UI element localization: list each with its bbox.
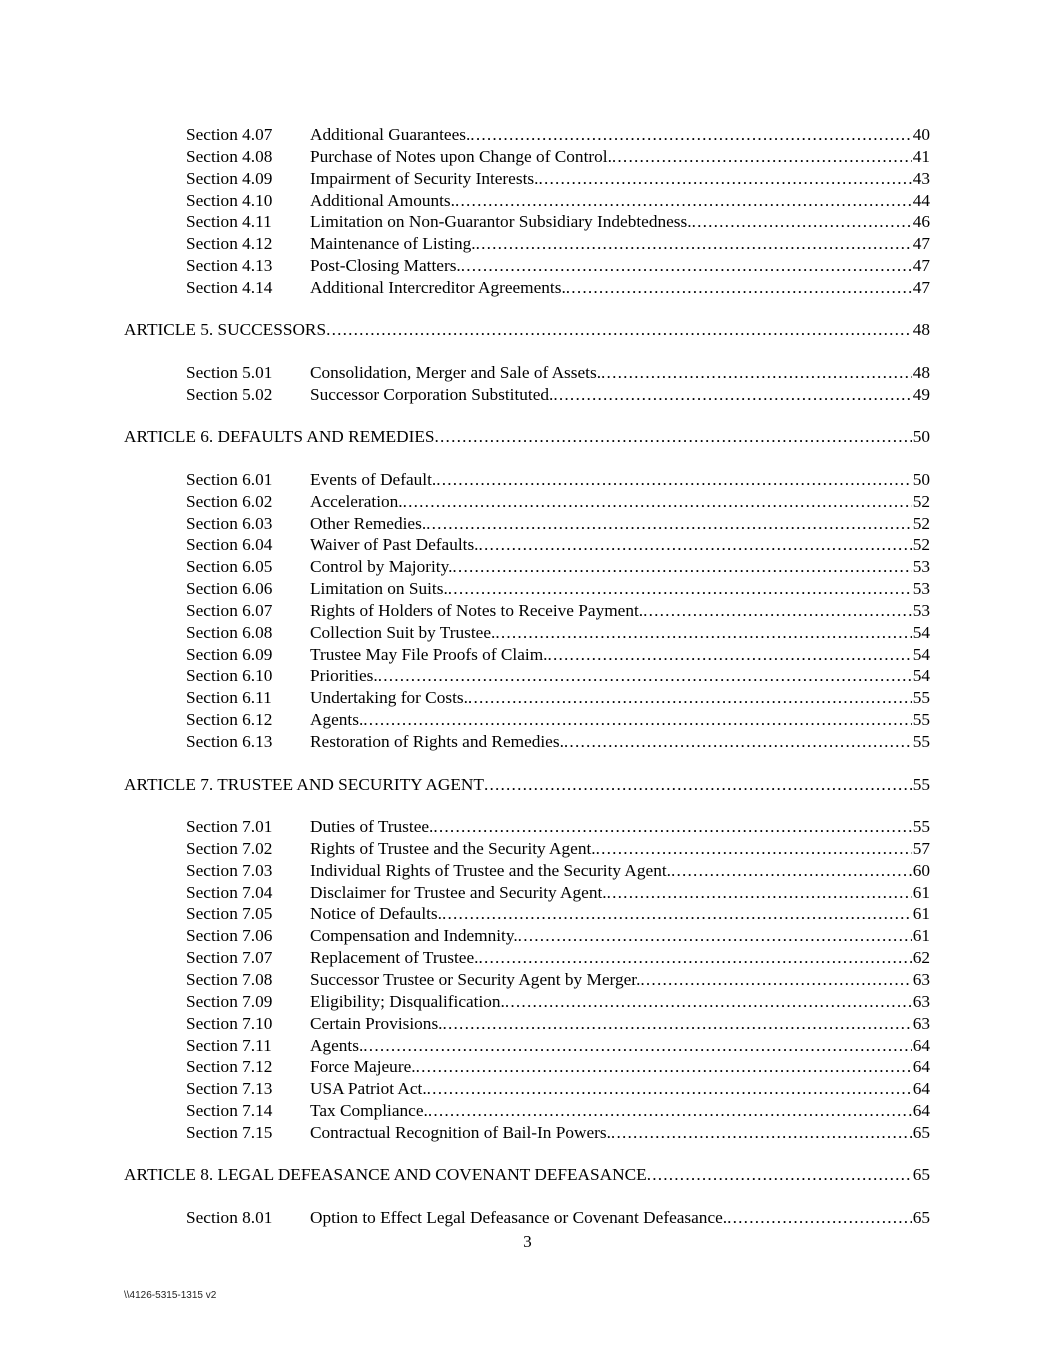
article-title: ARTICLE 7. TRUSTEE AND SECURITY AGENT bbox=[124, 774, 484, 794]
section-title: Trustee May File Proofs of Claim. bbox=[310, 644, 548, 664]
page-reference: 53 bbox=[912, 579, 930, 599]
page-reference: 63 bbox=[912, 991, 930, 1011]
article-heading bbox=[0, 1164, 1055, 1186]
section-number: Section 6.01 bbox=[186, 469, 273, 489]
section-number: Section 7.03 bbox=[186, 860, 273, 880]
page-reference: 43 bbox=[912, 168, 930, 188]
section-number: Section 4.08 bbox=[186, 146, 273, 166]
page-reference: 62 bbox=[912, 948, 930, 968]
toc-row bbox=[0, 600, 1055, 622]
section-title: Limitation on Suits. bbox=[310, 579, 448, 599]
page-reference: 48 bbox=[912, 362, 930, 382]
dot-leader bbox=[547, 644, 911, 666]
page-reference: 64 bbox=[912, 1079, 930, 1099]
toc-row bbox=[0, 816, 1055, 838]
page-reference: 61 bbox=[912, 926, 930, 946]
dot-leader bbox=[564, 731, 912, 753]
dot-leader bbox=[538, 168, 911, 190]
toc-row bbox=[0, 860, 1055, 882]
section-number: Section 6.10 bbox=[186, 666, 273, 686]
dot-leader bbox=[428, 1100, 912, 1122]
dot-leader bbox=[427, 1078, 912, 1100]
toc-row bbox=[0, 277, 1055, 299]
toc-row bbox=[0, 578, 1055, 600]
section-number: Section 7.04 bbox=[186, 882, 273, 902]
dot-leader bbox=[479, 534, 912, 556]
page-reference: 46 bbox=[912, 212, 930, 232]
page-reference: 65 bbox=[912, 1207, 930, 1227]
article-title: ARTICLE 5. SUCCESSORS bbox=[124, 320, 327, 340]
section-number: Section 4.07 bbox=[186, 125, 273, 144]
section-number: Section 5.01 bbox=[186, 362, 273, 382]
section-title: Post-Closing Matters. bbox=[310, 256, 461, 276]
section-title: Successor Trustee or Security Agent by Merger. bbox=[310, 969, 641, 989]
section-number: Section 6.04 bbox=[186, 535, 273, 555]
toc-row bbox=[0, 1013, 1055, 1035]
dot-leader bbox=[671, 860, 912, 882]
toc-row bbox=[0, 211, 1055, 233]
dot-leader bbox=[495, 622, 911, 644]
section-number: Section 7.10 bbox=[186, 1013, 273, 1033]
section-title: Disclaimer for Trustee and Security Agent. bbox=[310, 882, 607, 902]
toc-row bbox=[0, 1035, 1055, 1057]
toc-row bbox=[0, 362, 1055, 384]
page-reference: 52 bbox=[912, 491, 930, 511]
toc-row bbox=[0, 534, 1055, 556]
toc-row bbox=[0, 1078, 1055, 1100]
toc-row bbox=[0, 969, 1055, 991]
page-reference: 47 bbox=[912, 234, 930, 254]
page-reference: 48 bbox=[912, 320, 930, 340]
article-heading bbox=[0, 319, 1055, 341]
page-reference: 54 bbox=[912, 644, 930, 664]
section-number: Section 6.06 bbox=[186, 579, 273, 599]
dot-leader bbox=[455, 190, 912, 212]
section-title: Compensation and Indemnity. bbox=[310, 926, 518, 946]
toc-row bbox=[0, 903, 1055, 925]
dot-leader bbox=[607, 882, 912, 904]
page-reference: 52 bbox=[912, 513, 930, 533]
toc-row bbox=[0, 384, 1055, 406]
page-reference: 64 bbox=[912, 1057, 930, 1077]
section-title: Additional Amounts. bbox=[310, 190, 455, 210]
page-reference: 49 bbox=[912, 384, 930, 404]
section-title: Notice of Defaults. bbox=[310, 904, 442, 924]
section-title: Other Remedies. bbox=[310, 513, 427, 533]
section-number: Section 7.15 bbox=[186, 1122, 273, 1142]
dot-leader bbox=[476, 233, 912, 255]
toc-row bbox=[0, 687, 1055, 709]
section-number: Section 4.13 bbox=[186, 256, 273, 276]
article-heading bbox=[0, 426, 1055, 448]
section-number: Section 7.05 bbox=[186, 904, 273, 924]
section-title: Additional Guarantees. bbox=[310, 125, 471, 144]
toc-row bbox=[0, 838, 1055, 860]
toc-row bbox=[0, 233, 1055, 255]
dot-leader bbox=[505, 991, 912, 1013]
dot-leader bbox=[478, 947, 911, 969]
page-reference: 44 bbox=[912, 190, 930, 210]
page-reference: 63 bbox=[912, 1013, 930, 1033]
dot-leader bbox=[452, 556, 911, 578]
page-reference: 55 bbox=[912, 817, 930, 837]
toc-row bbox=[0, 190, 1055, 212]
dot-leader bbox=[518, 925, 912, 947]
section-number: Section 7.11 bbox=[186, 1035, 272, 1055]
section-number: Section 4.11 bbox=[186, 212, 272, 232]
section-title: Maintenance of Listing. bbox=[310, 234, 476, 254]
section-title: Force Majeure. bbox=[310, 1057, 416, 1077]
section-number: Section 7.14 bbox=[186, 1101, 273, 1121]
section-number: Section 7.01 bbox=[186, 817, 273, 837]
page-reference: 52 bbox=[912, 535, 930, 555]
page-reference: 61 bbox=[912, 904, 930, 924]
section-number: Section 7.09 bbox=[186, 991, 273, 1011]
page-reference: 41 bbox=[912, 146, 930, 166]
section-title: Limitation on Non-Guarantor Subsidiary Indebtedness. bbox=[310, 212, 692, 232]
page-reference: 64 bbox=[912, 1101, 930, 1121]
section-number: Section 6.09 bbox=[186, 644, 273, 664]
section-title: Option to Effect Legal Defeasance or Covenant Defeasance. bbox=[310, 1207, 728, 1227]
article-title: ARTICLE 8. LEGAL DEFEASANCE AND COVENANT DEFEASANCE bbox=[124, 1165, 647, 1185]
dot-leader bbox=[436, 469, 912, 491]
toc-row bbox=[0, 1100, 1055, 1122]
toc-row bbox=[0, 1122, 1055, 1144]
section-number: Section 7.06 bbox=[186, 926, 273, 946]
section-number: Section 6.11 bbox=[186, 688, 272, 708]
dot-leader bbox=[426, 513, 912, 535]
section-number: Section 6.02 bbox=[186, 491, 273, 511]
section-title: Priorities. bbox=[310, 666, 378, 686]
section-title: Eligibility; Disqualification. bbox=[310, 991, 505, 1011]
dot-leader bbox=[468, 687, 912, 709]
toc-row bbox=[0, 709, 1055, 731]
dot-leader bbox=[326, 319, 912, 341]
dot-leader bbox=[647, 1164, 912, 1186]
section-title: Agents. bbox=[310, 1035, 364, 1055]
section-title: Individual Rights of Trustee and the Security Agent. bbox=[310, 860, 671, 880]
section-title: Purchase of Notes upon Change of Control. bbox=[310, 146, 612, 166]
dot-leader bbox=[378, 665, 912, 687]
section-number: Section 7.08 bbox=[186, 969, 273, 989]
page-reference: 64 bbox=[912, 1035, 930, 1055]
section-title: Tax Compliance. bbox=[310, 1101, 428, 1121]
section-title: Successor Corporation Substituted. bbox=[310, 384, 554, 404]
dot-leader bbox=[484, 774, 912, 796]
dot-leader bbox=[435, 426, 912, 448]
dot-leader bbox=[443, 1013, 912, 1035]
section-number: Section 6.05 bbox=[186, 557, 273, 577]
page-reference: 47 bbox=[912, 256, 930, 276]
section-title: Rights of Trustee and the Security Agent. bbox=[310, 838, 596, 858]
page-reference: 47 bbox=[912, 277, 930, 297]
toc-row bbox=[0, 491, 1055, 513]
section-title: Undertaking for Costs. bbox=[310, 688, 468, 708]
section-title: Waiver of Past Defaults. bbox=[310, 535, 479, 555]
toc-row bbox=[0, 991, 1055, 1013]
page-reference: 61 bbox=[912, 882, 930, 902]
page-reference: 55 bbox=[912, 688, 930, 708]
section-title: Acceleration. bbox=[310, 491, 403, 511]
toc-row bbox=[0, 146, 1055, 168]
page-reference: 65 bbox=[912, 1165, 930, 1185]
section-title: Consolidation, Merger and Sale of Assets. bbox=[310, 362, 602, 382]
dot-leader bbox=[727, 1207, 912, 1229]
section-number: Section 6.08 bbox=[186, 622, 273, 642]
section-title: Rights of Holders of Notes to Receive Payment. bbox=[310, 600, 644, 620]
page-reference: 54 bbox=[912, 622, 930, 642]
dot-leader bbox=[448, 578, 912, 600]
toc-row bbox=[0, 168, 1055, 190]
section-number: Section 4.10 bbox=[186, 190, 273, 210]
dot-leader bbox=[461, 255, 912, 277]
article-heading bbox=[0, 774, 1055, 796]
section-number: Section 6.12 bbox=[186, 710, 273, 730]
section-title: Restoration of Rights and Remedies. bbox=[310, 732, 564, 751]
dot-leader bbox=[566, 277, 912, 299]
page-reference: 53 bbox=[912, 557, 930, 577]
toc-row bbox=[0, 644, 1055, 666]
toc-row bbox=[0, 1207, 1055, 1229]
section-title: Control by Majority. bbox=[310, 557, 453, 577]
toc-row bbox=[0, 731, 1055, 753]
dot-leader bbox=[612, 146, 912, 168]
section-number: Section 4.12 bbox=[186, 234, 273, 254]
section-title: USA Patriot Act. bbox=[310, 1079, 427, 1099]
toc-row bbox=[0, 882, 1055, 904]
dot-leader bbox=[363, 709, 911, 731]
page-reference: 55 bbox=[912, 774, 930, 794]
toc-row bbox=[0, 947, 1055, 969]
page-reference: 50 bbox=[912, 469, 930, 489]
article-title: ARTICLE 6. DEFAULTS AND REMEDIES bbox=[124, 427, 435, 447]
dot-leader bbox=[363, 1035, 911, 1057]
section-number: Section 7.12 bbox=[186, 1057, 273, 1077]
dot-leader bbox=[403, 491, 912, 513]
dot-leader bbox=[596, 838, 912, 860]
page-number: 3 bbox=[523, 1232, 532, 1251]
section-title: Contractual Recognition of Bail-In Powers. bbox=[310, 1122, 611, 1142]
section-number: Section 7.02 bbox=[186, 838, 273, 858]
page-reference: 55 bbox=[912, 710, 930, 730]
section-number: Section 7.13 bbox=[186, 1079, 273, 1099]
page-reference: 60 bbox=[912, 860, 930, 880]
section-title: Certain Provisions. bbox=[310, 1013, 443, 1033]
dot-leader bbox=[442, 903, 912, 925]
document-id: \\4126-5315-1315 v2 bbox=[124, 1290, 217, 1301]
section-number: Section 8.01 bbox=[186, 1207, 273, 1227]
dot-leader bbox=[643, 600, 912, 622]
toc-row bbox=[0, 622, 1055, 644]
section-group-4 bbox=[0, 124, 1055, 299]
page-reference: 63 bbox=[912, 969, 930, 989]
dot-leader bbox=[601, 362, 912, 384]
section-number: Section 5.02 bbox=[186, 384, 273, 404]
section-title: Duties of Trustee. bbox=[310, 817, 434, 837]
toc-row bbox=[0, 556, 1055, 578]
dot-leader bbox=[611, 1122, 912, 1144]
page-reference: 65 bbox=[912, 1122, 930, 1142]
section-number: Section 6.13 bbox=[186, 732, 273, 751]
dot-leader bbox=[553, 384, 911, 406]
section-number: Section 6.03 bbox=[186, 513, 273, 533]
toc-row bbox=[0, 255, 1055, 277]
section-title: Events of Default. bbox=[310, 469, 437, 489]
section-title: Replacement of Trustee. bbox=[310, 948, 479, 968]
page-reference: 55 bbox=[912, 732, 930, 751]
dot-leader bbox=[692, 211, 912, 233]
page-reference: 54 bbox=[912, 666, 930, 686]
page-reference: 57 bbox=[912, 838, 930, 858]
section-number: Section 6.07 bbox=[186, 600, 273, 620]
section-title: Agents. bbox=[310, 710, 364, 730]
page-reference: 53 bbox=[912, 600, 930, 620]
dot-leader bbox=[433, 816, 911, 838]
toc-row bbox=[0, 665, 1055, 687]
section-number: Section 4.14 bbox=[186, 277, 273, 297]
section-title: Impairment of Security Interests. bbox=[310, 168, 539, 188]
toc-row bbox=[0, 124, 1055, 146]
section-title: Collection Suit by Trustee. bbox=[310, 622, 496, 642]
toc-row bbox=[0, 513, 1055, 535]
section-number: Section 7.07 bbox=[186, 948, 273, 968]
page-reference: 40 bbox=[912, 125, 930, 144]
toc-row bbox=[0, 469, 1055, 491]
dot-leader bbox=[470, 124, 911, 146]
page-reference: 50 bbox=[912, 427, 930, 447]
dot-leader bbox=[640, 969, 911, 991]
section-number: Section 4.09 bbox=[186, 168, 273, 188]
dot-leader bbox=[416, 1056, 912, 1078]
table-of-contents bbox=[0, 124, 1055, 1229]
section-title: Additional Intercreditor Agreements. bbox=[310, 277, 566, 297]
toc-row bbox=[0, 925, 1055, 947]
toc-row bbox=[0, 1056, 1055, 1078]
